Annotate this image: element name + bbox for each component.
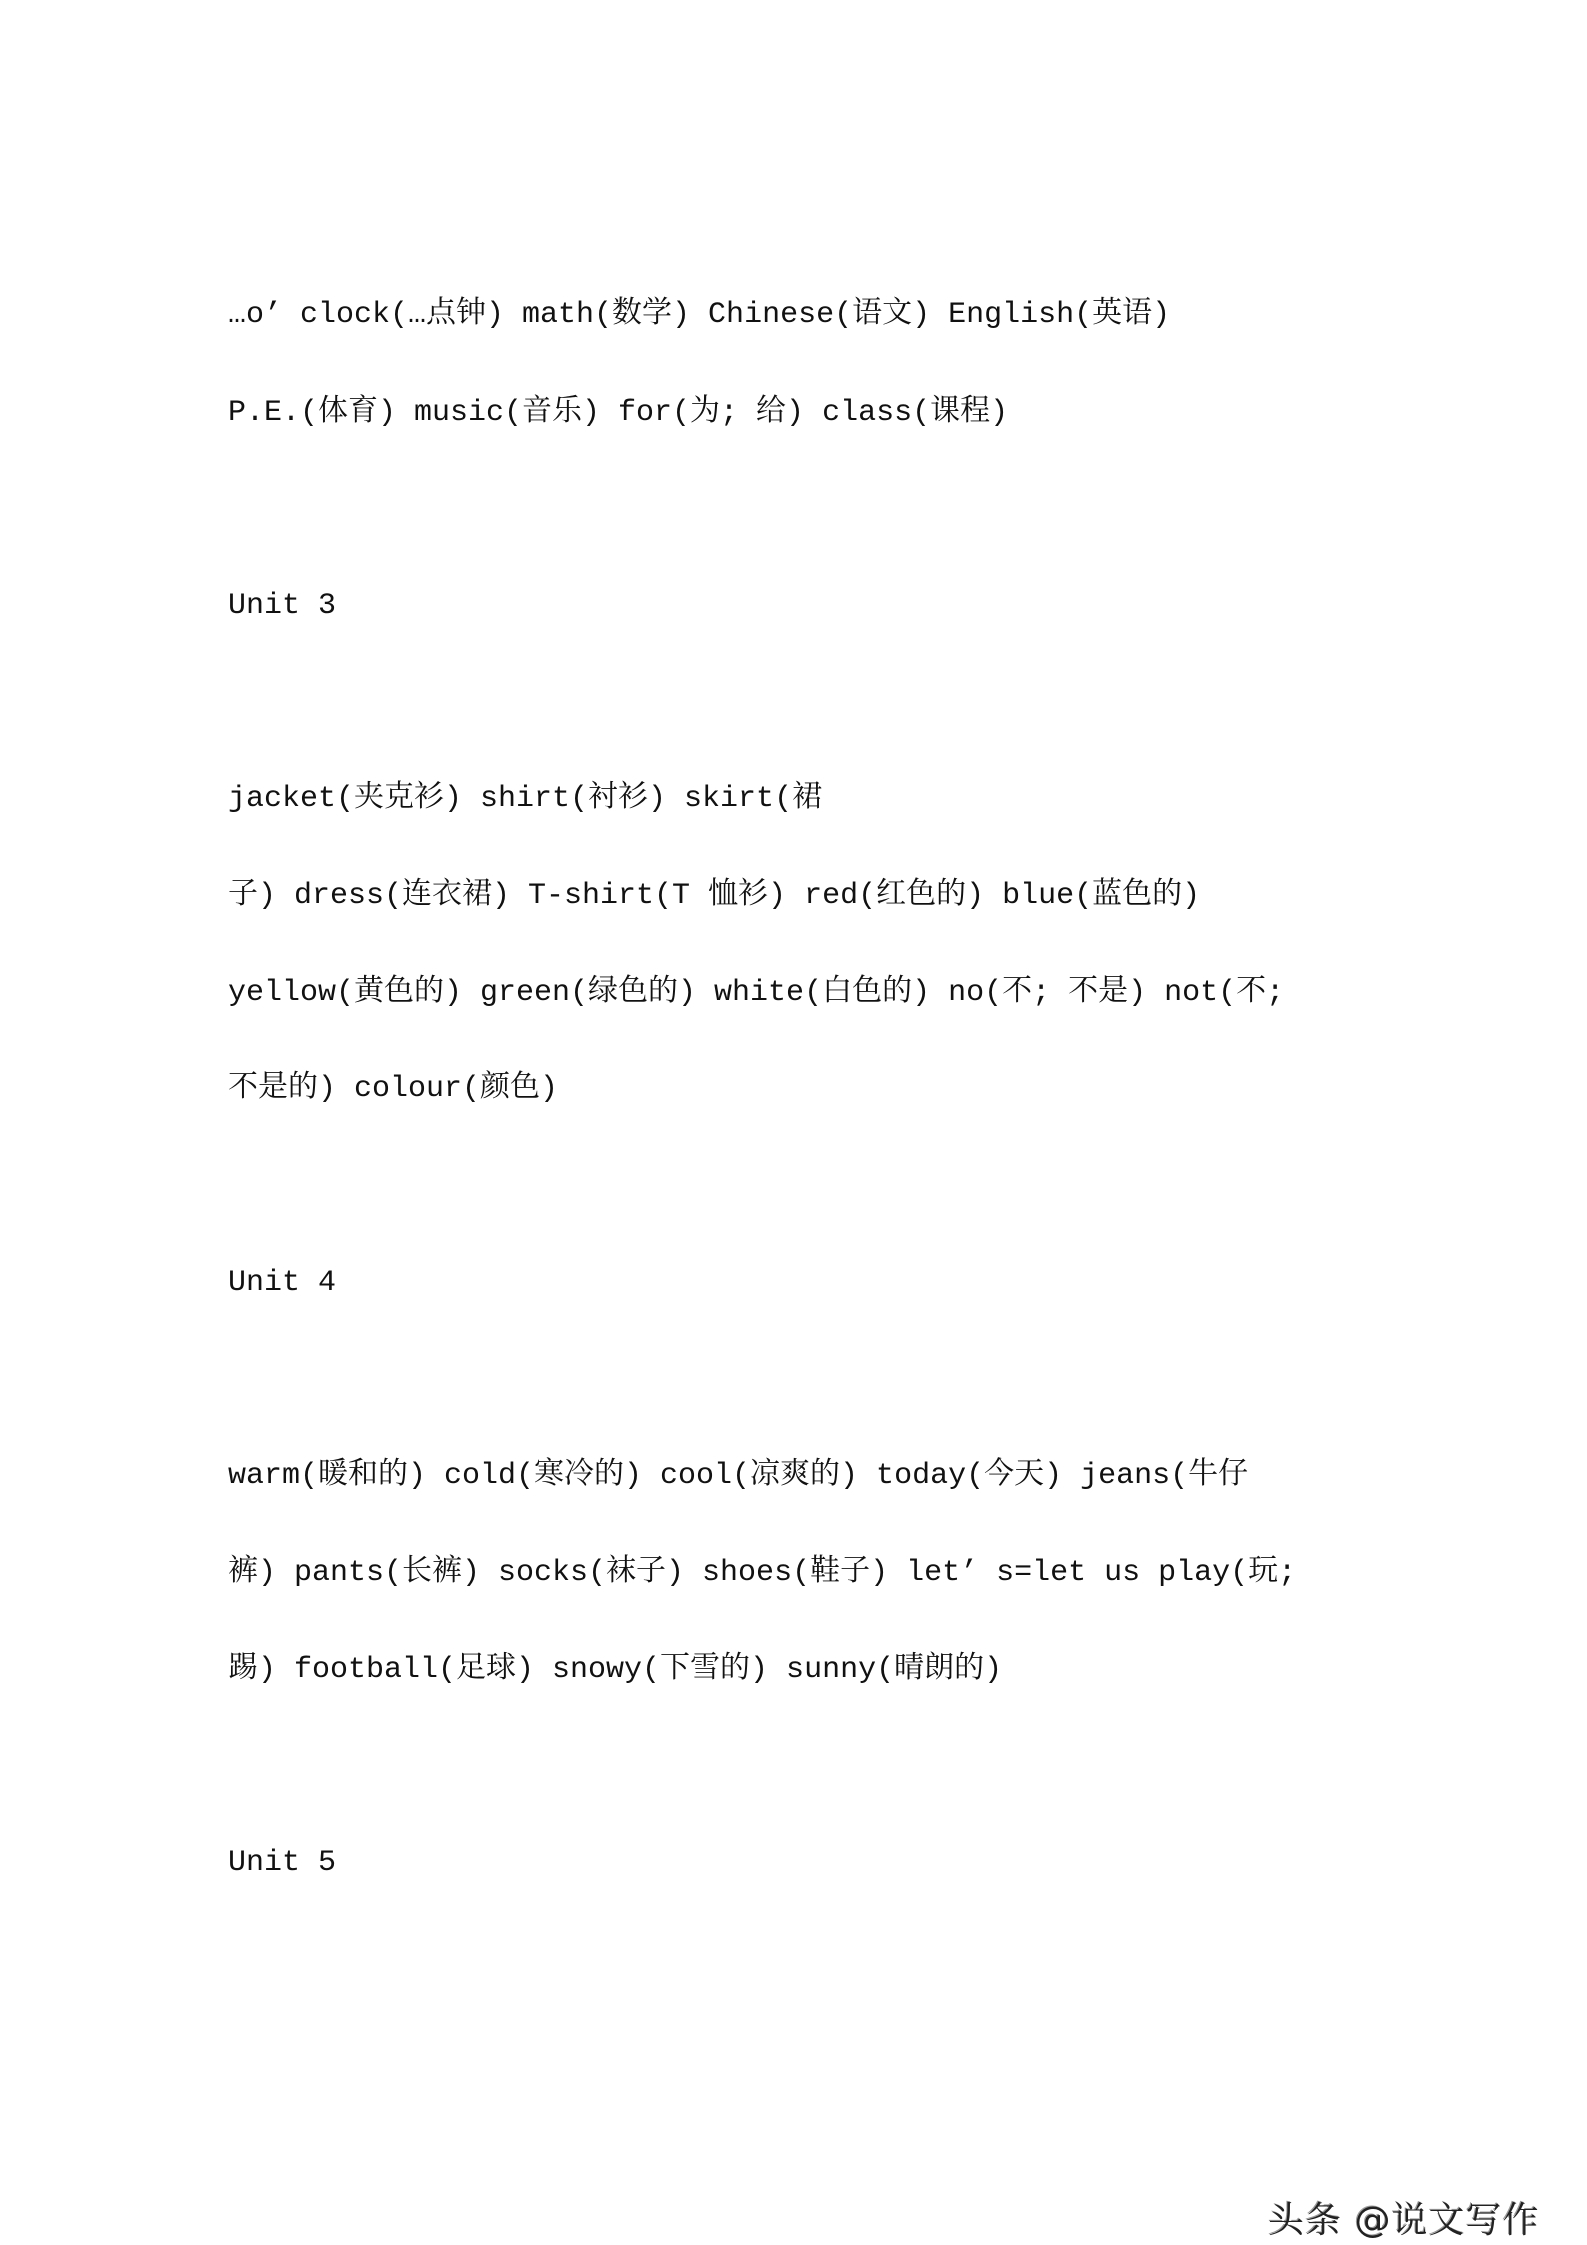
vocab-line: jacket(夹克衫) shirt(衬衫) skirt(裙: [228, 782, 823, 816]
vocab-line: …o’ clock(…点钟) math(数学) Chinese(语文) English(英语): [228, 298, 1171, 332]
unit-heading: Unit 5: [228, 1846, 337, 1880]
unit-heading: Unit 4: [228, 1266, 337, 1300]
vocab-line: 不是的) colour(颜色): [228, 1072, 559, 1106]
vocab-line: P.E.(体育) music(音乐) for(为; 给) class(课程): [228, 396, 1009, 430]
vocab-line: 裤) pants(长裤) socks(袜子) shoes(鞋子) let’ s=let us play(玩;: [228, 1556, 1297, 1590]
vocab-line: 子) dress(连衣裙) T-shirt(T 恤衫) red(红色的) blue(蓝色的): [228, 879, 1201, 913]
vocab-line: yellow(黄色的) green(绿色的) white(白色的) no(不; 不是) not(不;: [228, 976, 1285, 1010]
vocab-line: warm(暖和的) cold(寒冷的) cool(凉爽的) today(今天) jeans(牛仔: [228, 1459, 1249, 1493]
watermark: 头条 @说文写作: [1268, 2200, 1540, 2241]
unit-heading: Unit 3: [228, 589, 337, 623]
vocab-line: 踢) football(足球) snowy(下雪的) sunny(晴朗的): [228, 1653, 1003, 1687]
